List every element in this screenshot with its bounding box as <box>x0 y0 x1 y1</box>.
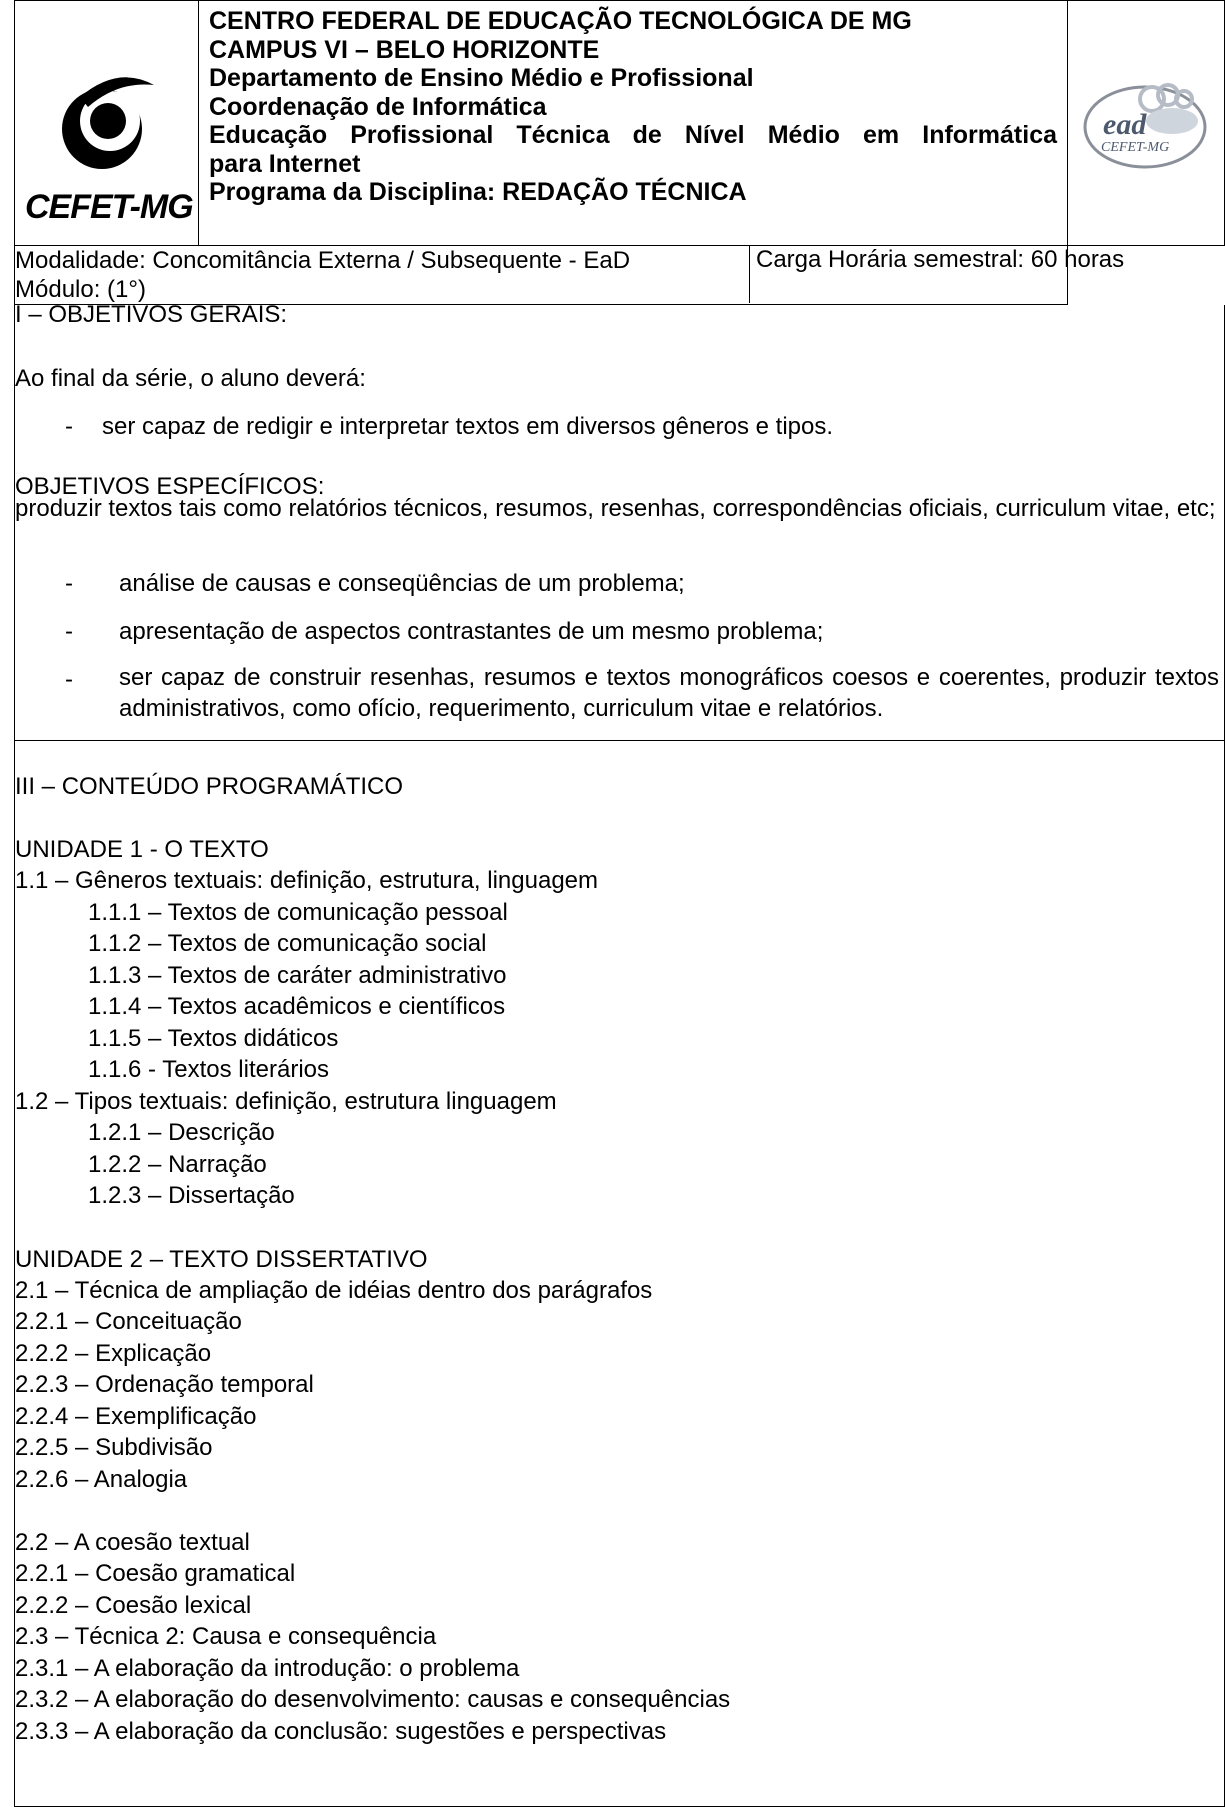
especificos-heading: OBJETIVOS ESPECÍFICOS: <box>15 473 325 500</box>
bullet-dash: - <box>65 618 73 645</box>
title-line-5: Educação Profissional Técnica de Nível Médio em Informática <box>209 121 1057 149</box>
cefet-logo-icon <box>58 67 158 187</box>
item-1-1-4: 1.1.4 – Textos acadêmicos e científicos <box>88 993 506 1020</box>
item-2-block1-3: 2.2.3 – Ordenação temporal <box>15 1371 314 1398</box>
item-2-block2-0: 2.2 – A coesão textual <box>15 1529 250 1556</box>
item-2-block1-2: 2.2.2 – Explicação <box>15 1340 212 1367</box>
unidade-1-title: UNIDADE 1 - O TEXTO <box>15 836 269 863</box>
item-1-1-1: 1.1.1 – Textos de comunicação pessoal <box>88 899 508 926</box>
item-1-2-3: 1.2.3 – Dissertação <box>88 1182 295 1209</box>
item-1-1: 1.1 – Gêneros textuais: definição, estrutura, linguagem <box>15 867 599 894</box>
title-line-3: Departamento de Ensino Médio e Profissional <box>209 64 754 92</box>
logo-left-cell <box>15 1 199 246</box>
item-1-1-6: 1.1.6 - Textos literários <box>88 1056 329 1083</box>
bullet-dash: - <box>65 666 73 693</box>
item-2-block2-5: 2.3.2 – A elaboração do desenvolvimento: causas e consequências <box>15 1686 731 1713</box>
especificos-text: produzir textos tais como relatórios técnicos, resumos, resenhas, correspondências oficiais, curriculum vitae, etc; <box>15 495 1216 522</box>
carga-cell <box>749 245 1225 303</box>
item-1-1-3: 1.1.3 – Textos de caráter administrativo <box>88 962 507 989</box>
item-2-block2-4: 2.3.1 – A elaboração da introdução: o problema <box>15 1655 520 1682</box>
item-1-1-2: 1.1.2 – Textos de comunicação social <box>88 930 487 957</box>
cefet-logo-text: CEFET-MG <box>25 188 193 226</box>
especifico-item-1: análise de causas e conseqüências de um problema; <box>119 570 685 597</box>
item-2-block1-5: 2.2.5 – Subdivisão <box>15 1434 213 1461</box>
title-line-6: para Internet <box>209 149 361 178</box>
item-2-block2-1: 2.2.1 – Coesão gramatical <box>15 1560 296 1587</box>
modulo-text: Módulo: (1°) <box>15 276 146 303</box>
item-2-block1-1: 2.2.1 – Conceituação <box>15 1308 242 1335</box>
objetivos-section <box>14 301 1225 741</box>
item-1-2-2: 1.2.2 – Narração <box>88 1151 267 1178</box>
objetivo-geral-item: ser capaz de redigir e interpretar textos em diversos gêneros e tipos. <box>102 413 834 440</box>
conteudo-section <box>14 741 1225 1807</box>
item-2-block2-2: 2.2.2 – Coesão lexical <box>15 1592 252 1619</box>
item-1-1-5: 1.1.5 – Textos didáticos <box>88 1025 339 1052</box>
carga-text: Carga Horária semestral: 60 horas <box>756 246 1125 273</box>
especifico-item-2: apresentação de aspectos contrastantes de um mesmo problema; <box>119 618 824 645</box>
especifico-item-3: ser capaz de construir resenhas, resumos e textos monográficos coesos e coerentes, produzir textos administrativos, como ofício, requerimento, curriculum vitae e relatórios. <box>119 664 1219 722</box>
document-page <box>14 0 1225 1800</box>
item-2-block1-4: 2.2.4 – Exemplificação <box>15 1403 257 1430</box>
item-2-block1-6: 2.2.6 – Analogia <box>15 1466 188 1493</box>
objetivos-heading: I – OBJETIVOS GERAIS: <box>15 301 288 328</box>
bullet-dash: - <box>65 570 73 597</box>
title-line-2: CAMPUS VI – BELO HORIZONTE <box>209 35 600 64</box>
item-2-block2-6: 2.3.3 – A elaboração da conclusão: sugestões e perspectivas <box>15 1718 667 1745</box>
header-title-block <box>199 1 1068 246</box>
item-2-block2-3: 2.3 – Técnica 2: Causa e consequência <box>15 1623 437 1650</box>
item-1-2: 1.2 – Tipos textuais: definição, estrutura linguagem <box>15 1088 557 1115</box>
ead-logo-main: ead <box>1103 108 1147 141</box>
logo-right-cell <box>1068 1 1225 246</box>
bullet-dash: - <box>65 413 73 440</box>
unidade-2-title: UNIDADE 2 – TEXTO DISSERTATIVO <box>15 1246 428 1273</box>
item-1-2-1: 1.2.1 – Descrição <box>88 1119 275 1146</box>
title-line-4: Coordenação de Informática <box>209 92 547 121</box>
objetivos-intro: Ao final da série, o aluno deverá: <box>15 365 366 392</box>
title-line-7: Programa da Disciplina: REDAÇÃO TÉCNICA <box>209 178 747 206</box>
title-line-1: CENTRO FEDERAL DE EDUCAÇÃO TECNOLÓGICA DE MG <box>209 7 912 35</box>
item-2-block1-0: 2.1 – Técnica de ampliação de idéias dentro dos parágrafos <box>15 1277 653 1304</box>
modalidade-text: Modalidade: Concomitância Externa / Subsequente - EaD <box>15 247 631 274</box>
conteudo-heading: III – CONTEÚDO PROGRAMÁTICO <box>15 773 404 800</box>
ead-logo-sub: CEFET-MG <box>1101 140 1170 155</box>
